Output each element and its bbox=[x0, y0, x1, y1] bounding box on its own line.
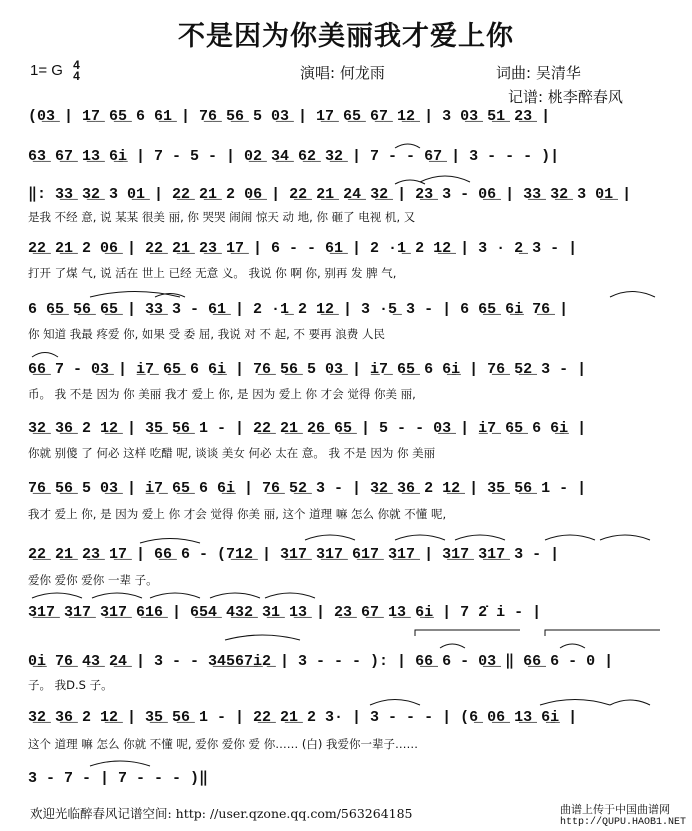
site-watermark bbox=[560, 803, 686, 829]
lyric-row-3: 是我 不经 意, 说 某某 很美 丽, 你 哭哭 闹闹 惊天 动 地, 你 砸了 电视 机, 又 bbox=[28, 210, 416, 224]
time-signature-bottom: 4 bbox=[73, 69, 80, 83]
slur-mark bbox=[140, 539, 200, 544]
slur-mark bbox=[440, 644, 465, 648]
singer-credit: 演唱: 何龙雨 bbox=[300, 64, 385, 82]
music-row-13: 3 - 7 - | 7 - - - )‖ bbox=[28, 770, 209, 787]
transcriber-credit: 记谱: 桃李醉春风 bbox=[508, 88, 623, 106]
time-signature bbox=[73, 60, 80, 82]
lyric-row-4: 打开 了煤 气, 说 活在 世上 已经 无意 义。 我说 你 啊 你, 别再 发 脾 气, bbox=[28, 266, 397, 280]
slur-mark bbox=[420, 176, 470, 182]
slur-mark bbox=[225, 635, 300, 640]
slur-mark bbox=[155, 294, 185, 298]
lyric-row-8: 我才 爱上 你, 是 因为 爱上 你 才会 觉得 你美 丽, 这个 道理 嘛 怎么 你就 不懂 呢, bbox=[28, 507, 447, 521]
slur-mark bbox=[455, 535, 505, 540]
slur-mark bbox=[265, 593, 315, 598]
lyric-row-7: 你就 别傻 了 何必 这样 吃醋 呢, 谈谈 美女 何必 太在 意。 我 不是 因为 你 美丽 bbox=[28, 446, 436, 460]
slur-mark bbox=[92, 593, 142, 598]
music-row-6: 6̲6̲ 7 - 0̲3̲ | i̲7̲ 6̲5̲ 6 6̲i̲ | 7̲6̲ 5̲6̲ 5 0̲3̲ | i̲7̲ 6̲5̲ 6 6̲i̲ | 7̲6̲ 5̲2̲ 3 - | bbox=[28, 361, 587, 378]
lyric-row-5: 你 知道 我最 疼爱 你, 如果 受 委 屈, 我说 对 不 起, 不 要再 浪费 人民 bbox=[28, 327, 385, 341]
slur-mark bbox=[32, 353, 58, 358]
music-row-2: 6̲3̲ 6̲7̲ 1̲3̲ 6̲i̲ | 7 - 5 - | 0̲2̲ 3̲4̲ 6̲2̲ 3̲2̲ | 7 - - 6̲7̲ | 3 - - - )| bbox=[28, 148, 560, 165]
music-row-4: 2̲2̲ 2̲1̲ 2 0̲6̲ | 2̲2̲ 2̲1̲ 2̲3̲ 1̲7̲ | 6 - - 6̲1̲ | 2 ·1̲ 2 1̲2̲ | 3 · 2̲ 3 - | bbox=[28, 240, 578, 257]
slur-mark bbox=[610, 292, 655, 298]
music-row-1: (0̲3̲ | 1̲7̲ 6̲5̲ 6 6̲1̲ | 7̲6̲ 5̲6̲ 5 0̲3̲ | 1̲7̲ 6̲5̲ 6̲7̲ 1̲2̲ | 3 0̲3̲ 5̲1̲ 2̲3̲ | bbox=[28, 108, 551, 125]
slur-mark bbox=[395, 535, 445, 540]
slur-mark bbox=[90, 761, 150, 766]
music-row-10: 3̲1̲7̲ 3̲1̲7̲ 3̲1̲7̲ 6̲1̲6̲ | 6̲5̲4̲ 4̲3̲2̲ 3̲1̲ 1̲3̲ | 2̲3̲ 6̲7̲ 1̲3̲ 6̲i̲ | 7 2̇ i - | bbox=[28, 604, 542, 621]
lyricist-composer-credit: 词曲: 吴清华 bbox=[496, 64, 581, 82]
key-signature bbox=[30, 60, 80, 82]
lyric-row-12: 这个 道理 嘛 怎么 你就 不懂 呢, 爱你 爱你 爱 你…… (白) 我爱你一辈子…… bbox=[28, 737, 418, 751]
music-row-9: 2̲2̲ 2̲1̲ 2̲3̲ 1̲7̲ | 6̲6̲ 6 - (7̲1̲2̲ | 3̲1̲7̲ 3̲1̲7̲ 6̲1̲7̲ 3̲1̲7̲ | 3̲1̲7̲ 3̲1̲7̲ 3 - | bbox=[28, 546, 560, 563]
watermark-line-2: http://QUPU.HAOB1.NET bbox=[560, 817, 687, 828]
slur-mark bbox=[370, 700, 420, 706]
watermark-line-1: 曲谱上传于中国曲谱网 bbox=[560, 803, 670, 816]
slur-mark bbox=[210, 593, 260, 598]
time-signature-top: 4 bbox=[73, 58, 80, 72]
slur-mark bbox=[540, 700, 610, 706]
music-row-8: 7̲6̲ 5̲6̲ 5 0̲3̲ | i̲7̲ 6̲5̲ 6 6̲i̲ | 7̲6̲ 5̲2̲ 3 - | 3̲2̲ 3̲6̲ 2 1̲2̲ | 3̲5̲ 5̲6̲ 1 - | bbox=[28, 480, 587, 497]
slur-mark bbox=[610, 700, 650, 705]
lyric-row-9: 爱你 爱你 爱你 一辈 子。 bbox=[28, 573, 158, 587]
music-row-12: 3̲2̲ 3̲6̲ 2 1̲2̲ | 3̲5̲ 5̲6̲ 1 - | 2̲2̲ 2̲1̲ 2 3· | 3 - - - | (6̲ 0̲6̲ 1̲3̲ 6̲i̲ | bbox=[28, 709, 578, 726]
volta-bracket-2 bbox=[545, 630, 660, 636]
volta-bracket-1 bbox=[415, 630, 520, 636]
song-title: 不是因为你美丽我才爱上你 bbox=[178, 21, 514, 52]
footer-note: 欢迎光临醉春风记谱空间: http: //user.qzone.qq.com/563264185 bbox=[30, 806, 413, 821]
slur-mark bbox=[32, 593, 82, 598]
slur-mark bbox=[305, 535, 355, 540]
lyric-row-11: 子。 我D.S 子。 bbox=[28, 678, 113, 692]
slur-mark bbox=[90, 292, 180, 298]
key-label: 1= G bbox=[30, 61, 63, 79]
slur-mark bbox=[150, 593, 200, 598]
slur-mark bbox=[545, 535, 595, 540]
music-row-3: ‖: 3̲3̲ 3̲2̲ 3 0̲1̲ | 2̲2̲ 2̲1̲ 2 0̲6̲ | 2̲2̲ 2̲1̲ 2̲4̲ 3̲2̲ | 2̲3̲ 3 - 0̲6̲ | 3̲3̲ 3̲2̲ 3 0̲1̲ | bbox=[28, 186, 632, 203]
music-row-7: 3̲2̲ 3̲6̲ 2 1̲2̲ | 3̲5̲ 5̲6̲ 1 - | 2̲2̲ 2̲1̲ 2̲6̲ 6̲5̲ | 5 - - 0̲3̲ | i̲7̲ 6̲5̲ 6 6̲i̲ | bbox=[28, 420, 587, 437]
slur-mark bbox=[560, 644, 585, 648]
lyric-row-6: 币。 我 不是 因为 你 美丽 我才 爱上 你, 是 因为 爱上 你 才会 觉得 你美 丽, bbox=[28, 387, 416, 401]
music-row-5: 6 6̲5̲ 5̲6̲ 6̲5̲ | 3̲3̲ 3 - 6̲1̲ | 2 ·1̲ 2 1̲2̲ | 3 ·5̲ 3 - | 6 6̲5̲ 6̲i̲ 7̲6̲ | bbox=[28, 301, 569, 318]
music-row-11: 0̲i̲ 7̲6̲ 4̲3̲ 2̲4̲ | 3 - - 3̲4̲5̲6̲7̲i̲2̲ | 3 - - - ): | 6̲6̲ 6 - 0̲3̲ ‖ 6̲6̲ 6 - 0 | bbox=[28, 653, 614, 670]
slur-mark bbox=[600, 535, 650, 540]
